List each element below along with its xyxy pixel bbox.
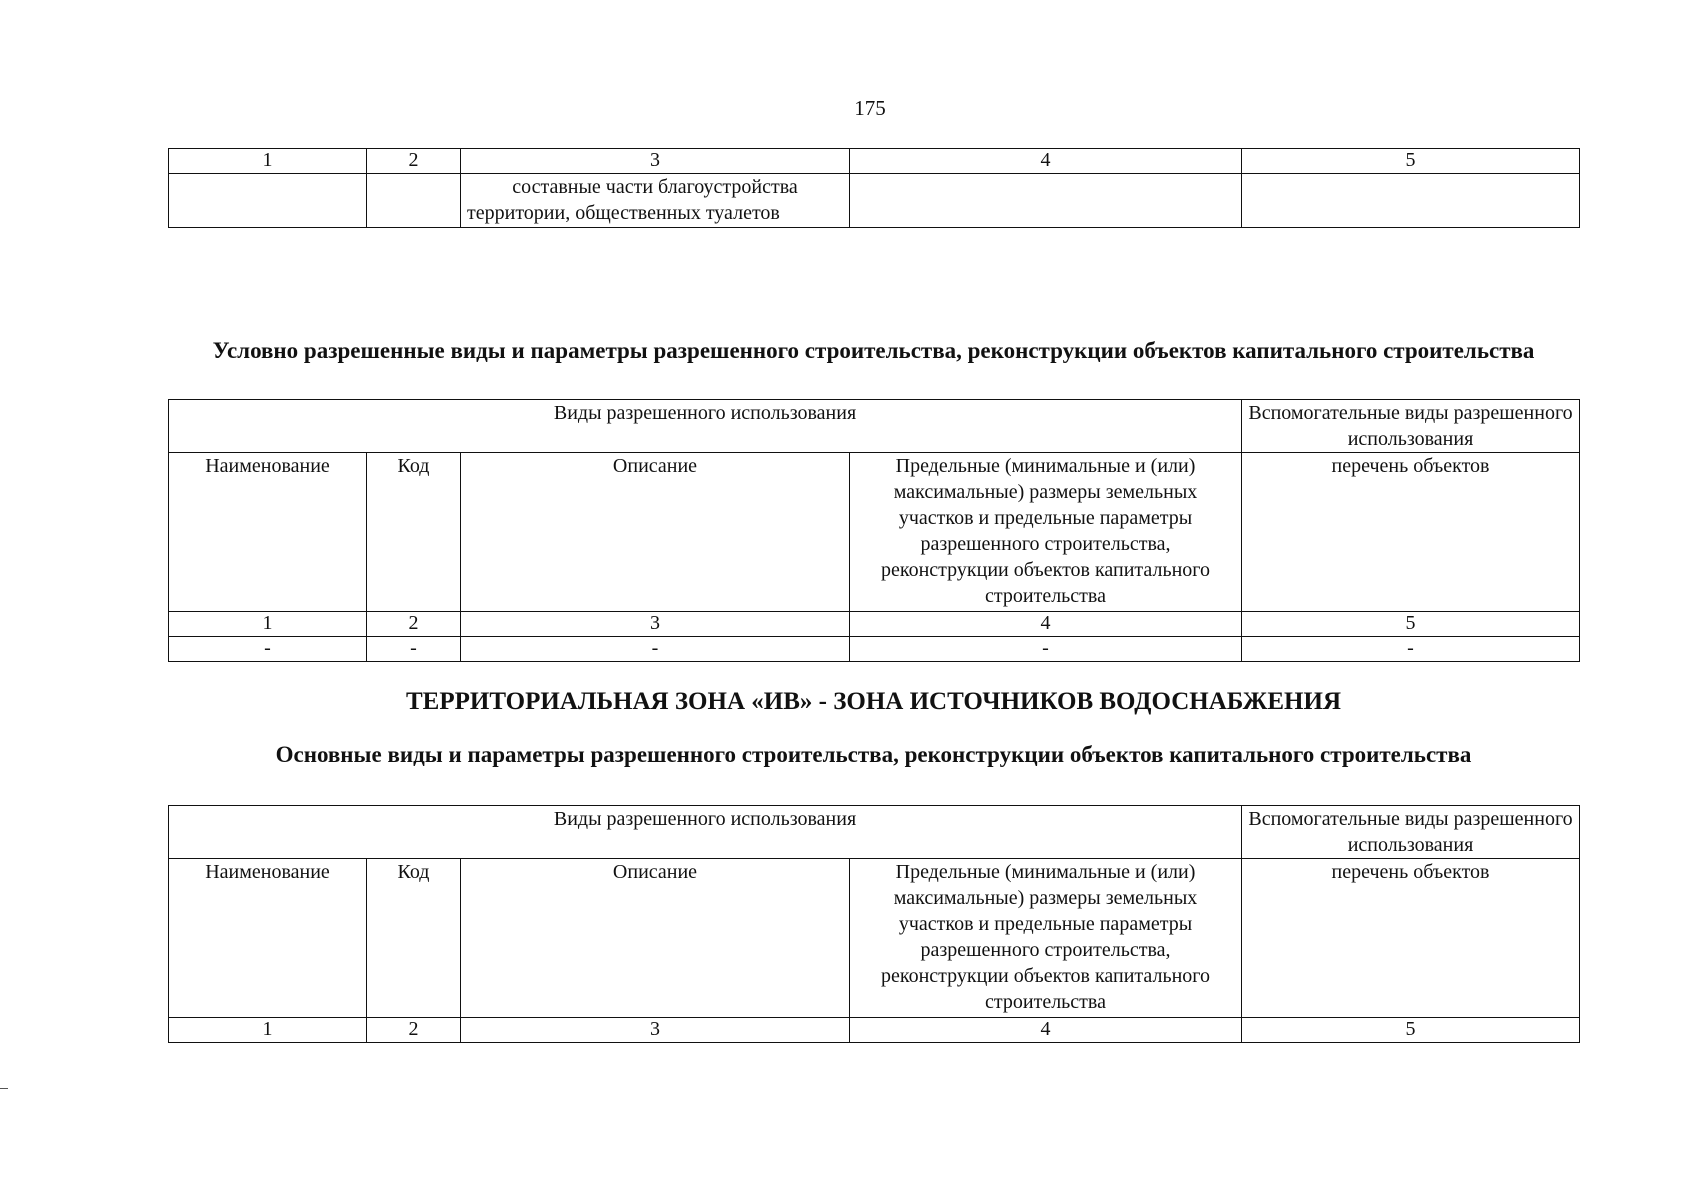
column-header-aux-list: перечень объектов	[1242, 453, 1580, 612]
table-cell: -	[461, 637, 850, 662]
group-header-main: Виды разрешенного использования	[169, 400, 1242, 453]
table-row	[169, 174, 1580, 228]
page-number: 175	[854, 96, 886, 120]
table-cell: 3	[461, 1018, 850, 1043]
conditional-uses-table	[168, 399, 1580, 662]
section-heading-conditional: Условно разрешенные виды и параметры разрешенного строительства, реконструкции объектов капитального строительства	[212, 338, 1535, 363]
column-header-params: Предельные (минимальные и (или) максимальные) размеры земельных участков и предельные параметры разрешенного строительства, реконструкции объектов капитального строительства	[850, 453, 1242, 612]
table-cell: 5	[1242, 149, 1580, 174]
table-group-header-row	[169, 400, 1580, 453]
column-header-name: Наименование	[169, 859, 367, 1018]
table-column-header-row	[169, 859, 1580, 1018]
table-number-row	[169, 149, 1580, 174]
table-cell: 1	[169, 149, 367, 174]
group-header-main: Виды разрешенного использования	[169, 806, 1242, 859]
continuation-table	[168, 148, 1580, 228]
table-cell: 4	[850, 149, 1242, 174]
table-row	[169, 637, 1580, 662]
table-column-header-row	[169, 453, 1580, 612]
table-cell	[850, 174, 1242, 228]
table-number-row	[169, 612, 1580, 637]
table-cell: -	[367, 637, 461, 662]
scan-margin-mark	[0, 1088, 8, 1089]
column-header-params: Предельные (минимальные и (или) максимальные) размеры земельных участков и предельные параметры разрешенного строительства, реконструкции объектов капитального строительства	[850, 859, 1242, 1018]
table-cell: 1	[169, 612, 367, 637]
column-header-code: Код	[367, 859, 461, 1018]
table-cell: 2	[367, 612, 461, 637]
table-cell	[367, 174, 461, 228]
column-header-description: Описание	[461, 453, 850, 612]
table-cell: 2	[367, 149, 461, 174]
table-number-row	[169, 1018, 1580, 1043]
zone-title: ТЕРРИТОРИАЛЬНАЯ ЗОНА «ИВ» - ЗОНА ИСТОЧНИКОВ ВОДОСНАБЖЕНИЯ	[406, 688, 1341, 715]
group-header-aux: Вспомогательные виды разрешенного использования	[1242, 806, 1580, 859]
table-cell: 5	[1242, 612, 1580, 637]
table-cell	[169, 174, 367, 228]
table-group-header-row	[169, 806, 1580, 859]
table-cell: 3	[461, 612, 850, 637]
table-cell: 5	[1242, 1018, 1580, 1043]
table-cell: 2	[367, 1018, 461, 1043]
section-heading-main: Основные виды и параметры разрешенного строительства, реконструкции объектов капитального строительства	[275, 742, 1472, 767]
table-cell: 3	[461, 149, 850, 174]
column-header-description: Описание	[461, 859, 850, 1018]
group-header-aux: Вспомогательные виды разрешенного использования	[1242, 400, 1580, 453]
table-cell: 4	[850, 1018, 1242, 1043]
column-header-name: Наименование	[169, 453, 367, 612]
column-header-code: Код	[367, 453, 461, 612]
table-cell: -	[850, 637, 1242, 662]
main-uses-table	[168, 805, 1580, 1043]
column-header-aux-list: перечень объектов	[1242, 859, 1580, 1018]
table-cell: -	[1242, 637, 1580, 662]
table-cell	[1242, 174, 1580, 228]
table-cell: 1	[169, 1018, 367, 1043]
table-cell: -	[169, 637, 367, 662]
table-cell: 4	[850, 612, 1242, 637]
description-cell: составные части благоустройства территории, общественных туалетов	[461, 174, 850, 228]
